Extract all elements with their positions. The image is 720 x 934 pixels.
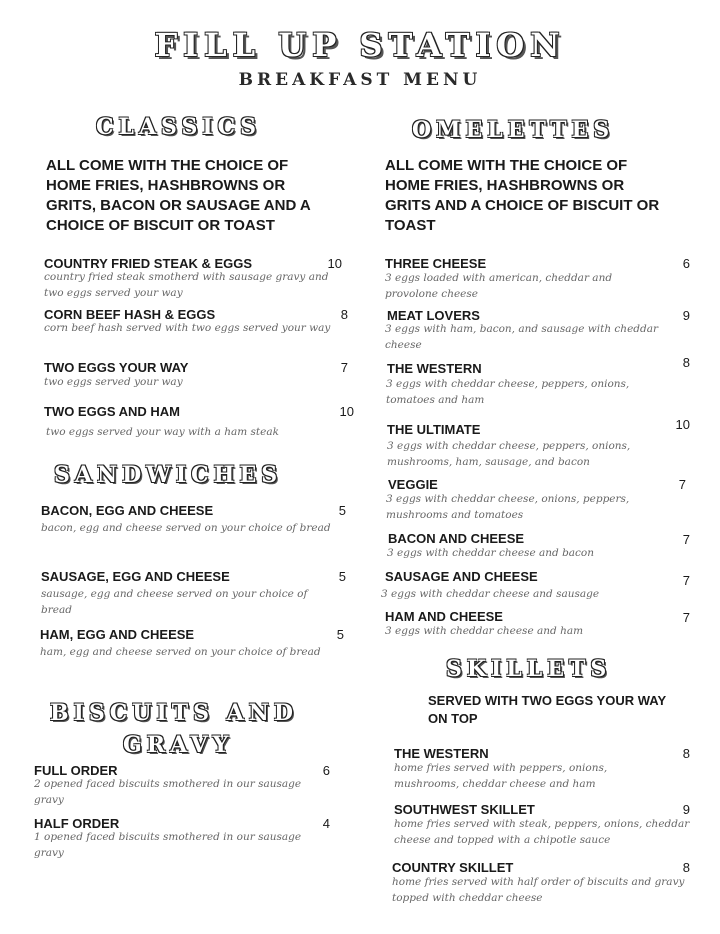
omelettes-item-desc: 3 eggs with cheddar cheese and sausage [381,588,600,600]
sandwiches-heading: SANDWICHES [54,462,283,488]
biscuits-item-price: 4 [322,816,330,831]
omelettes-item-name: SAUSAGE AND CHEESE [385,569,538,584]
biscuits-heading-line1: BISCUITS AND [50,700,298,726]
menu-title: FILL UP STATION [154,26,566,64]
sandwiches-item-name: HAM, EGG AND CHEESE [40,627,195,642]
classics-item-price: 8 [340,307,348,322]
omelettes-item-desc: 3 eggs with cheddar cheese, peppers, onions, mushrooms, ham, sausage, and bacon [387,440,631,468]
omelettes-item-name: HAM AND CHEESE [385,609,503,624]
classics-item-price: 10 [339,404,354,419]
skillets-item-price: 9 [682,802,690,817]
classics-intro: ALL COME WITH THE CHOICE OF HOME FRIES, HASHBROWNS OR GRITS, BACON OR SAUSAGE AND A CHOICE OF BISCUIT OR TOAST [46,157,311,234]
sandwiches-item-name: BACON, EGG AND CHEESE [41,503,214,518]
sandwiches-item-name: SAUSAGE, EGG AND CHEESE [41,569,230,584]
omelettes-item-desc: 3 eggs with cheddar cheese and ham [385,625,584,637]
skillets-item-desc: home fries served with peppers, onions, mushrooms, cheddar cheese and ham [394,762,608,790]
sandwiches-item-price: 5 [336,627,344,642]
omelettes-item-name: THE ULTIMATE [387,422,481,437]
biscuits-heading-line2: GRAVY [123,732,234,758]
sandwiches-item-price: 5 [338,503,346,518]
classics-item-name: CORN BEEF HASH & EGGS [44,307,216,322]
menu-subtitle: BREAKFAST MENU [238,70,482,90]
classics-heading: CLASSICS [96,114,262,140]
skillets-item-name: THE WESTERN [394,746,489,761]
omelettes-item-price: 10 [675,417,690,432]
omelettes-item-name: THE WESTERN [387,361,482,376]
omelettes-heading: OMELETTES [412,117,615,143]
skillets-heading: SKILLETS [446,656,612,682]
skillets-item-price: 8 [682,746,690,761]
skillets-item-desc: home fries served with steak, peppers, onions, cheddar cheese and topped with a chipotle sauce [394,818,690,846]
omelettes-item-name: VEGGIE [388,477,438,492]
biscuits-item-name: FULL ORDER [34,763,118,778]
skillets-item-name: COUNTRY SKILLET [392,860,514,875]
omelettes-item-desc: 3 eggs with cheddar cheese, peppers, onions, tomatoes and ham [386,378,630,406]
omelettes-item-price: 7 [682,573,690,588]
omelettes-intro: ALL COME WITH THE CHOICE OF HOME FRIES, HASHBROWNS OR GRITS AND A CHOICE OF BISCUIT OR TOAST [385,157,660,234]
skillets-item-price: 8 [682,860,690,875]
skillets-item-desc: home fries served with half order of biscuits and gravy topped with cheddar cheese [392,876,685,904]
classics-item-desc: corn beef hash served with two eggs served your way [44,322,331,334]
omelettes-item-price: 7 [682,532,690,547]
omelettes-item-desc: 3 eggs loaded with american, cheddar and provolone cheese [385,272,613,300]
sandwiches-item-price: 5 [338,569,346,584]
omelettes-item-price: 9 [682,308,690,323]
biscuits-item-desc: 1 opened faced biscuits smothered in our sausage gravy [34,831,302,859]
classics-item-price: 7 [340,360,348,375]
omelettes-item-price: 8 [682,355,690,370]
omelettes-item-name: MEAT LOVERS [387,308,480,323]
classics-item-desc: two eggs served your way [44,376,183,388]
omelettes-item-name: THREE CHEESE [385,256,487,271]
biscuits-item-name: HALF ORDER [34,816,120,831]
classics-item-name: TWO EGGS YOUR WAY [44,360,189,375]
omelettes-item-desc: 3 eggs with cheddar cheese, onions, peppers, mushrooms and tomatoes [386,493,630,521]
sandwiches-item-desc: ham, egg and cheese served on your choice of bread [40,646,321,658]
omelettes-item-price: 6 [682,256,690,271]
classics-item-name: COUNTRY FRIED STEAK & EGGS [44,256,253,271]
classics-item-desc: two eggs served your way with a ham steak [46,426,279,438]
biscuits-item-price: 6 [322,763,330,778]
classics-item-name: TWO EGGS AND HAM [44,404,181,419]
skillets-intro: SERVED WITH TWO EGGS YOUR WAY ON TOP [428,693,666,726]
sandwiches-item-desc: sausage, egg and cheese served on your choice of bread [41,588,308,616]
omelettes-item-price: 7 [682,610,690,625]
classics-item-price: 10 [327,256,342,271]
classics-item-desc: country fried steak smotherd with sausage gravy and two eggs served your way [44,271,329,299]
biscuits-item-desc: 2 opened faced biscuits smothered in our sausage gravy [34,778,302,806]
sandwiches-item-desc: bacon, egg and cheese served on your choice of bread [41,522,331,534]
omelettes-item-desc: 3 eggs with ham, bacon, and sausage with cheddar cheese [385,323,658,351]
skillets-item-name: SOUTHWEST SKILLET [394,802,535,817]
omelettes-item-price: 7 [678,477,686,492]
omelettes-item-desc: 3 eggs with cheddar cheese and bacon [387,547,595,559]
omelettes-item-name: BACON AND CHEESE [388,531,525,546]
